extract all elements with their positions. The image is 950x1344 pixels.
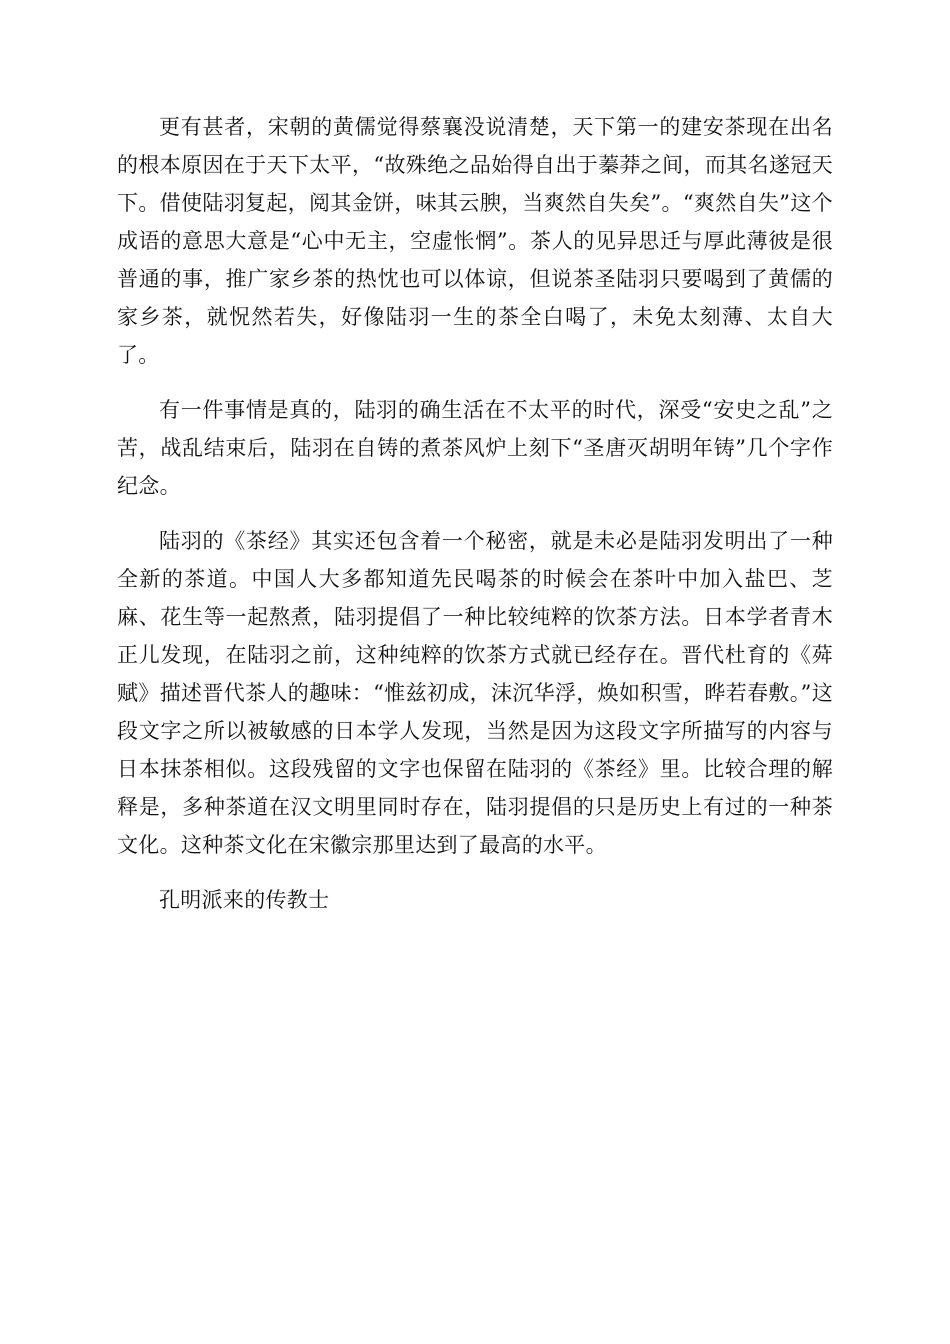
paragraph-huang-ru: 更有甚者，宋朝的黄儒觉得蔡襄没说清楚，天下第一的建安茶现在出名的根本原因在于天下太平，“故殊绝之品始得自出于蓁莽之间，而其名遂冠天下。借使陆羽复起，阅其金饼，味其云腴，当爽然自失矣”。“爽然自失”这个成语的意思大意是“心中无主，空虚怅惘”。茶人的见异思迁与厚此薄彼是很普通的事，推广家乡茶的热忱也可以体谅，但说茶圣陆羽只要喝到了黄儒的家乡茶，就怳然若失，好像陆羽一生的茶全白喝了，未免太刻薄、太自大了。 xyxy=(117,115,833,367)
paragraph-an-shi-rebellion: 有一件事情是真的，陆羽的确生活在不太平的时代，深受“安史之乱”之苦，战乱结束后，陆羽在自铸的煮茶风炉上刻下“圣唐灭胡明年铸”几个字作纪念。 xyxy=(117,398,833,498)
paragraph-cha-jing-secret: 陆羽的《茶经》其实还包含着一个秘密，就是未必是陆羽发明出了一种全新的茶道。中国人大多都知道先民喝茶的时候会在茶叶中加入盐巴、芝麻、花生等一起熬煮，陆羽提倡了一种比较纯粹的饮茶方法。日本学者青木正儿发现，在陆羽之前，这种纯粹的饮茶方式就已经存在。晋代杜育的《荈赋》描述晋代茶人的趣味：“惟兹初成，沫沉华浮，焕如积雪，晔若春敷。”这段文字之所以被敏感的日本学人发现，当然是因为这段文字所描写的内容与日本抹茶相似。这段残留的文字也保留在陆羽的《茶经》里。比较合理的解释是，多种茶道在汉文明里同时存在，陆羽提倡的只是历史上有过的一种茶文化。这种茶文化在宋徽宗那里达到了最高的水平。 xyxy=(117,529,833,857)
section-heading-missionary: 孔明派来的传教士 xyxy=(159,888,330,912)
document-body xyxy=(117,108,833,936)
